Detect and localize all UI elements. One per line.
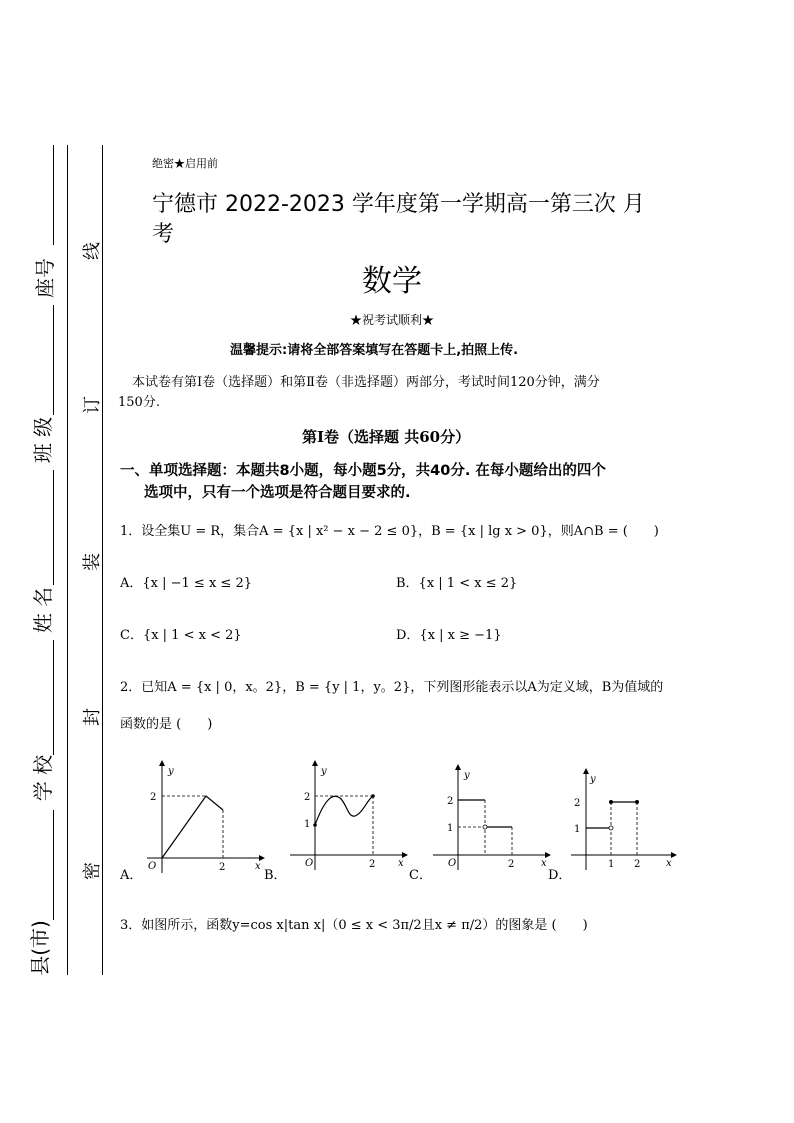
tick-y1: 1	[574, 824, 581, 835]
tick-y1: 1	[304, 819, 311, 830]
q1-option-b[interactable]: B．{x | 1 < x ≤ 2}	[396, 576, 518, 591]
cut-mark-mi: 密	[82, 862, 103, 880]
cut-mark-feng: 封	[82, 708, 103, 726]
secret-mark: 绝密★启用前	[152, 157, 218, 170]
cut-mark-zhuang: 装	[82, 553, 103, 571]
tick-y1: 1	[447, 823, 454, 834]
tick-y2: 2	[574, 798, 581, 809]
q2-option-b-label[interactable]: B．	[264, 868, 287, 883]
tip-text: 温馨提示:请将全部答案填写在答题卡上,拍照上传.	[230, 343, 519, 358]
subject-title: 数学	[362, 264, 422, 299]
tick-x2: 2	[508, 859, 515, 870]
q2-option-c-label[interactable]: C．	[409, 868, 432, 883]
axis-x-label: x	[255, 861, 261, 872]
q2-graph-c[interactable]	[428, 762, 553, 878]
section-heading-line1: 一、单项选择题：本题共8小题，每小题5分，共40分. 在每小题给出的四个	[120, 463, 606, 479]
axis-x-label: x	[398, 858, 404, 869]
q1-option-d[interactable]: D．{x | x ≥ −1}	[396, 628, 502, 643]
origin-label: O	[148, 861, 157, 872]
fill-line-xingming[interactable]	[53, 470, 54, 585]
fill-line-zuohao[interactable]	[53, 145, 54, 245]
label-xianshi: 县(市)	[27, 920, 52, 976]
tick-y2: 2	[150, 792, 157, 803]
exam-title	[152, 190, 672, 250]
q1-stem: 1．设全集U = R，集合A = {x | x² − x − 2 ≤ 0}，B = {x | lg x > 0}，则A∩B = ( )	[120, 524, 659, 539]
tick-x2: 2	[369, 859, 376, 870]
origin-label: O	[448, 858, 457, 869]
axis-x-label: x	[666, 858, 672, 869]
section-heading	[120, 460, 606, 504]
intro-line2: 150分.	[118, 395, 160, 410]
q2-option-d-label[interactable]: D．	[548, 868, 572, 883]
q2-graph-b[interactable]	[285, 758, 410, 878]
q1-option-a[interactable]: A．{x | −1 ≤ x ≤ 2}	[120, 576, 252, 591]
axis-x-label: x	[541, 858, 547, 869]
exam-title-line2: 考	[152, 222, 175, 247]
section-heading-line2: 选项中，只有一个选项是符合题目要求的.	[144, 485, 411, 501]
tick-y2: 2	[304, 792, 311, 803]
q3-stem: 3．如图所示，函数y=cos x|tan x|（0 ≤ x < 3π/2且x ≠ π/2）的图象是 ( )	[120, 918, 588, 933]
label-xuexiao: 学 校	[31, 754, 56, 802]
cut-mark-ding: 订	[82, 396, 103, 414]
exam-title-line1: 宁德市 2022-2023 学年度第一学期高一第三次 月	[152, 192, 645, 217]
label-xingming: 姓 名	[31, 586, 56, 634]
tick-x2: 2	[634, 859, 641, 870]
tick-x1: 1	[608, 859, 615, 870]
section-title: 第Ⅰ卷（选择题 共60分）	[302, 428, 471, 446]
fill-line-xuexiao[interactable]	[53, 640, 54, 755]
intro-line1: 本试卷有第Ⅰ卷（选择题）和第Ⅱ卷（非选择题）两部分，考试时间120分钟，满分	[132, 375, 600, 390]
axis-y-label: y	[590, 774, 596, 785]
q2-graph-a[interactable]	[142, 758, 267, 878]
binding-line-outer	[67, 145, 68, 975]
cut-mark-xian: 线	[82, 242, 103, 260]
fill-line-banji[interactable]	[53, 305, 54, 415]
label-banji: 班 级	[31, 416, 56, 464]
q2-stem-line1: 2．已知A = {x | 0，x。2}，B = {y | 1，y。2}，下列图形能表示以A为定义域，B为值域的	[120, 680, 664, 695]
axis-y-label: y	[168, 766, 174, 777]
q2-stem-line2: 函数的是 ( )	[120, 717, 213, 732]
tick-x2: 2	[219, 862, 226, 873]
axis-y-label: y	[321, 766, 327, 777]
q1-option-c[interactable]: C．{x | 1 < x < 2}	[120, 628, 242, 643]
q2-graph-d[interactable]	[568, 766, 678, 878]
wish-text: ★祝考试顺利★	[350, 313, 435, 327]
label-zuohao: 座号	[33, 258, 57, 298]
fill-line-xianshi[interactable]	[53, 810, 54, 920]
axis-y-label: y	[464, 770, 470, 781]
q2-option-a-label[interactable]: A．	[120, 868, 143, 883]
tick-y2: 2	[447, 796, 454, 807]
origin-label: O	[305, 858, 314, 869]
